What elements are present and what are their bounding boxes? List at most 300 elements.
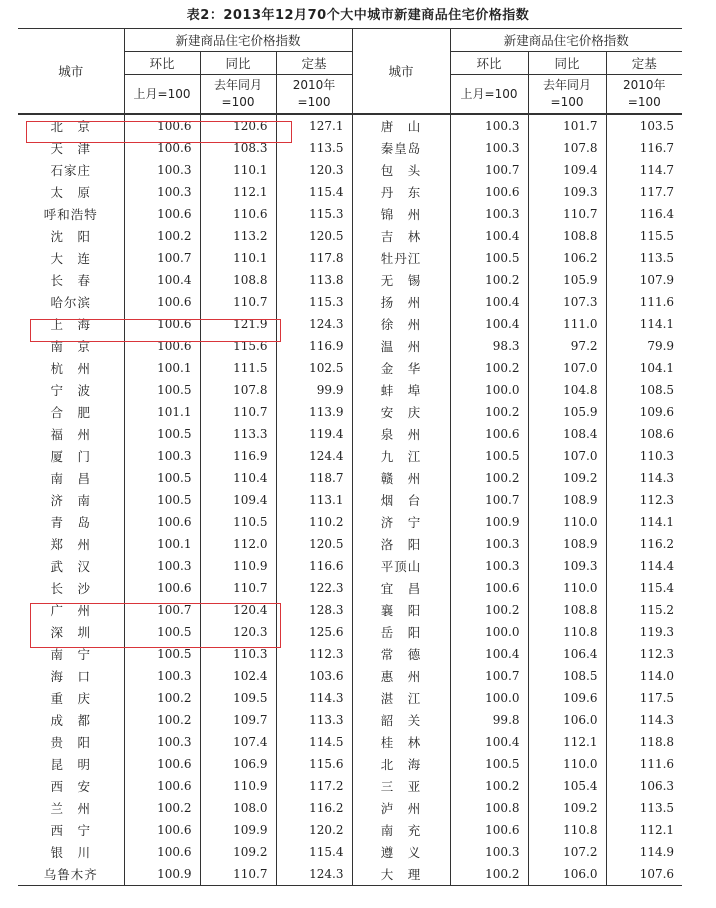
city-cell: 乌鲁木齐 bbox=[18, 863, 124, 886]
yoy-cell: 108.0 bbox=[200, 797, 276, 819]
mom-cell: 100.3 bbox=[450, 533, 528, 555]
base-cell: 112.3 bbox=[606, 489, 682, 511]
base-cell: 115.4 bbox=[276, 841, 352, 863]
mom-cell: 100.0 bbox=[450, 621, 528, 643]
table-row bbox=[18, 555, 682, 577]
city-cell: 沈 阳 bbox=[50, 229, 91, 244]
base-cell: 111.6 bbox=[606, 753, 682, 775]
table-row bbox=[18, 511, 682, 533]
mom-cell: 100.5 bbox=[124, 621, 200, 643]
mom-cell: 100.7 bbox=[450, 159, 528, 181]
yoy-cell: 116.9 bbox=[200, 445, 276, 467]
mom-cell: 100.2 bbox=[450, 357, 528, 379]
city-cell: 吉 林 bbox=[352, 225, 450, 247]
city-cell: 岳 阳 bbox=[352, 621, 450, 643]
city-cell: 徐 州 bbox=[352, 313, 450, 335]
mom-cell: 100.2 bbox=[124, 687, 200, 709]
city-cell: 长 春 bbox=[50, 273, 91, 288]
mom-cell: 100.7 bbox=[450, 665, 528, 687]
base-sub-left: 2010年=100 bbox=[276, 75, 352, 115]
yoy-cell: 106.9 bbox=[200, 753, 276, 775]
yoy-cell: 109.7 bbox=[200, 709, 276, 731]
mom-cell: 100.4 bbox=[450, 291, 528, 313]
mom-cell: 100.5 bbox=[450, 247, 528, 269]
base-cell: 114.3 bbox=[276, 687, 352, 709]
yoy-cell: 111.5 bbox=[200, 357, 276, 379]
city-cell: 济 南 bbox=[50, 493, 91, 508]
city-cell: 西 安 bbox=[50, 779, 91, 794]
yoy-cell: 120.3 bbox=[200, 621, 276, 643]
mom-sub-right: 上月=100 bbox=[450, 75, 528, 115]
base-cell: 122.3 bbox=[276, 577, 352, 599]
yoy-cell: 108.5 bbox=[528, 665, 606, 687]
base-cell: 103.5 bbox=[606, 114, 682, 137]
base-cell: 124.3 bbox=[276, 313, 352, 335]
table-row bbox=[18, 533, 682, 555]
mom-cell: 100.0 bbox=[450, 687, 528, 709]
base-cell: 114.7 bbox=[606, 159, 682, 181]
base-cell: 119.3 bbox=[606, 621, 682, 643]
mom-cell: 100.1 bbox=[124, 357, 200, 379]
city-header-right: 城市 bbox=[352, 29, 450, 115]
base-cell: 113.1 bbox=[276, 489, 352, 511]
base-cell: 114.3 bbox=[606, 467, 682, 489]
base-cell: 117.2 bbox=[276, 775, 352, 797]
yoy-cell: 105.4 bbox=[528, 775, 606, 797]
base-cell: 116.7 bbox=[606, 137, 682, 159]
city-cell: 上 海 bbox=[50, 317, 91, 332]
base-cell: 115.5 bbox=[606, 225, 682, 247]
yoy-cell: 107.4 bbox=[200, 731, 276, 753]
city-cell: 海 口 bbox=[50, 669, 91, 684]
base-cell: 112.3 bbox=[606, 643, 682, 665]
base-cell: 111.6 bbox=[606, 291, 682, 313]
base-cell: 116.2 bbox=[276, 797, 352, 819]
mom-cell: 100.4 bbox=[450, 225, 528, 247]
base-cell: 116.4 bbox=[606, 203, 682, 225]
mom-cell: 100.2 bbox=[450, 775, 528, 797]
base-cell: 125.6 bbox=[276, 621, 352, 643]
yoy-cell: 121.9 bbox=[200, 313, 276, 335]
yoy-cell: 109.2 bbox=[528, 467, 606, 489]
yoy-cell: 106.2 bbox=[528, 247, 606, 269]
city-cell: 赣 州 bbox=[352, 467, 450, 489]
mom-cell: 100.3 bbox=[124, 159, 200, 181]
city-cell: 韶 关 bbox=[352, 709, 450, 731]
table-row bbox=[18, 731, 682, 753]
mom-cell: 100.6 bbox=[124, 313, 200, 335]
base-cell: 114.4 bbox=[606, 555, 682, 577]
base-cell: 118.8 bbox=[606, 731, 682, 753]
mom-cell: 100.5 bbox=[124, 379, 200, 401]
yoy-cell: 97.2 bbox=[528, 335, 606, 357]
mom-cell: 100.7 bbox=[124, 599, 200, 621]
mom-cell: 100.5 bbox=[124, 489, 200, 511]
yoy-cell: 102.4 bbox=[200, 665, 276, 687]
city-cell: 无 锡 bbox=[352, 269, 450, 291]
table-row bbox=[18, 247, 682, 269]
yoy-cell: 112.1 bbox=[528, 731, 606, 753]
mom-cell: 100.7 bbox=[450, 489, 528, 511]
base-cell: 113.9 bbox=[276, 401, 352, 423]
city-cell: 福 州 bbox=[50, 427, 91, 442]
base-cell: 112.3 bbox=[276, 643, 352, 665]
index-group-header-left: 新建商品住宅价格指数 bbox=[124, 29, 352, 52]
city-cell: 石家庄 bbox=[50, 163, 91, 178]
table-row bbox=[18, 269, 682, 291]
table-row bbox=[18, 599, 682, 621]
table-row bbox=[18, 291, 682, 313]
base-cell: 114.3 bbox=[606, 709, 682, 731]
yoy-cell: 108.3 bbox=[200, 137, 276, 159]
city-cell: 包 头 bbox=[352, 159, 450, 181]
mom-cell: 100.2 bbox=[450, 467, 528, 489]
yoy-cell: 107.2 bbox=[528, 841, 606, 863]
yoy-cell: 108.8 bbox=[528, 225, 606, 247]
yoy-cell: 108.8 bbox=[528, 599, 606, 621]
mom-cell: 100.3 bbox=[450, 555, 528, 577]
yoy-cell: 120.4 bbox=[200, 599, 276, 621]
base-cell: 99.9 bbox=[276, 379, 352, 401]
mom-cell: 100.3 bbox=[450, 203, 528, 225]
mom-cell: 99.8 bbox=[450, 709, 528, 731]
city-cell: 南 昌 bbox=[50, 471, 91, 486]
base-cell: 115.2 bbox=[606, 599, 682, 621]
table-header bbox=[18, 29, 682, 115]
city-cell: 哈尔滨 bbox=[50, 295, 91, 310]
base-cell: 115.3 bbox=[276, 203, 352, 225]
base-cell: 116.9 bbox=[276, 335, 352, 357]
mom-cell: 100.6 bbox=[124, 775, 200, 797]
base-cell: 115.4 bbox=[276, 181, 352, 203]
table-row bbox=[18, 643, 682, 665]
base-cell: 113.3 bbox=[276, 709, 352, 731]
mom-cell: 100.2 bbox=[450, 269, 528, 291]
yoy-cell: 108.9 bbox=[528, 533, 606, 555]
base-cell: 117.5 bbox=[606, 687, 682, 709]
mom-cell: 100.8 bbox=[450, 797, 528, 819]
mom-cell: 100.6 bbox=[450, 423, 528, 445]
yoy-cell: 110.9 bbox=[200, 775, 276, 797]
yoy-cell: 105.9 bbox=[528, 269, 606, 291]
city-cell: 桂 林 bbox=[352, 731, 450, 753]
yoy-cell: 107.0 bbox=[528, 445, 606, 467]
price-index-table bbox=[18, 28, 682, 886]
table-row bbox=[18, 665, 682, 687]
city-cell: 杭 州 bbox=[50, 361, 91, 376]
city-cell: 兰 州 bbox=[50, 801, 91, 816]
base-cell: 113.8 bbox=[276, 269, 352, 291]
base-cell: 104.1 bbox=[606, 357, 682, 379]
mom-cell: 100.6 bbox=[124, 577, 200, 599]
yoy-cell: 113.3 bbox=[200, 423, 276, 445]
yoy-cell: 110.0 bbox=[528, 753, 606, 775]
base-cell: 79.9 bbox=[606, 335, 682, 357]
yoy-cell: 110.7 bbox=[200, 577, 276, 599]
mom-cell: 100.3 bbox=[124, 181, 200, 203]
city-cell: 呼和浩特 bbox=[43, 207, 98, 222]
yoy-cell: 110.0 bbox=[528, 577, 606, 599]
table-row bbox=[18, 335, 682, 357]
mom-cell: 100.6 bbox=[124, 819, 200, 841]
city-cell: 合 肥 bbox=[50, 405, 91, 420]
mom-cell: 100.3 bbox=[450, 137, 528, 159]
table-row bbox=[18, 445, 682, 467]
yoy-cell: 110.0 bbox=[528, 511, 606, 533]
mom-cell: 100.9 bbox=[450, 511, 528, 533]
city-cell: 昆 明 bbox=[50, 757, 91, 772]
table-row bbox=[18, 401, 682, 423]
table-row bbox=[18, 423, 682, 445]
mom-cell: 100.6 bbox=[124, 753, 200, 775]
yoy-cell: 107.3 bbox=[528, 291, 606, 313]
mom-cell: 100.6 bbox=[124, 137, 200, 159]
base-cell: 114.1 bbox=[606, 313, 682, 335]
base-header-right: 定基 bbox=[606, 52, 682, 75]
price-index-table-wrapper bbox=[18, 28, 682, 886]
mom-cell: 100.3 bbox=[124, 731, 200, 753]
yoy-cell: 112.1 bbox=[200, 181, 276, 203]
mom-cell: 100.5 bbox=[124, 467, 200, 489]
table-row bbox=[18, 863, 682, 886]
city-cell: 湛 江 bbox=[352, 687, 450, 709]
yoy-cell: 109.3 bbox=[528, 181, 606, 203]
yoy-cell: 108.4 bbox=[528, 423, 606, 445]
mom-header-right: 环比 bbox=[450, 52, 528, 75]
city-cell: 宜 昌 bbox=[352, 577, 450, 599]
mom-cell: 100.6 bbox=[124, 114, 200, 137]
base-cell: 115.6 bbox=[276, 753, 352, 775]
mom-header-left: 环比 bbox=[124, 52, 200, 75]
table-row bbox=[18, 709, 682, 731]
city-cell: 青 岛 bbox=[50, 515, 91, 530]
yoy-cell: 109.2 bbox=[200, 841, 276, 863]
mom-cell: 100.4 bbox=[124, 269, 200, 291]
mom-cell: 100.9 bbox=[124, 863, 200, 886]
base-cell: 120.3 bbox=[276, 159, 352, 181]
city-cell: 扬 州 bbox=[352, 291, 450, 313]
mom-cell: 100.6 bbox=[450, 819, 528, 841]
city-cell: 南 宁 bbox=[50, 647, 91, 662]
yoy-cell: 110.6 bbox=[200, 203, 276, 225]
yoy-cell: 110.7 bbox=[200, 401, 276, 423]
yoy-sub-left: 去年同月=100 bbox=[200, 75, 276, 115]
city-cell: 贵 阳 bbox=[50, 735, 91, 750]
mom-cell: 100.5 bbox=[450, 753, 528, 775]
mom-cell: 98.3 bbox=[450, 335, 528, 357]
city-cell: 郑 州 bbox=[50, 537, 91, 552]
yoy-cell: 110.3 bbox=[200, 643, 276, 665]
table-row bbox=[18, 357, 682, 379]
city-cell: 秦皇岛 bbox=[352, 137, 450, 159]
yoy-cell: 110.8 bbox=[528, 621, 606, 643]
yoy-cell: 112.0 bbox=[200, 533, 276, 555]
yoy-cell: 104.8 bbox=[528, 379, 606, 401]
mom-cell: 100.2 bbox=[450, 863, 528, 886]
city-cell: 广 州 bbox=[50, 603, 91, 618]
mom-cell: 100.6 bbox=[124, 335, 200, 357]
base-cell: 108.5 bbox=[606, 379, 682, 401]
base-cell: 114.0 bbox=[606, 665, 682, 687]
base-cell: 108.6 bbox=[606, 423, 682, 445]
mom-sub-left: 上月=100 bbox=[124, 75, 200, 115]
mom-cell: 100.5 bbox=[124, 423, 200, 445]
city-cell: 泸 州 bbox=[352, 797, 450, 819]
city-cell: 牡丹江 bbox=[352, 247, 450, 269]
table-row bbox=[18, 753, 682, 775]
yoy-cell: 110.4 bbox=[200, 467, 276, 489]
base-cell: 116.2 bbox=[606, 533, 682, 555]
city-cell: 南 充 bbox=[352, 819, 450, 841]
city-cell: 成 都 bbox=[50, 713, 91, 728]
yoy-cell: 110.1 bbox=[200, 247, 276, 269]
base-cell: 118.7 bbox=[276, 467, 352, 489]
city-cell: 宁 波 bbox=[50, 383, 91, 398]
yoy-cell: 108.8 bbox=[200, 269, 276, 291]
city-cell: 洛 阳 bbox=[352, 533, 450, 555]
base-cell: 120.5 bbox=[276, 533, 352, 555]
yoy-cell: 109.9 bbox=[200, 819, 276, 841]
mom-cell: 100.3 bbox=[124, 445, 200, 467]
base-cell: 113.5 bbox=[276, 137, 352, 159]
city-cell: 惠 州 bbox=[352, 665, 450, 687]
city-cell: 太 原 bbox=[50, 185, 91, 200]
city-cell: 丹 东 bbox=[352, 181, 450, 203]
base-cell: 109.6 bbox=[606, 401, 682, 423]
table-row bbox=[18, 687, 682, 709]
base-cell: 116.6 bbox=[276, 555, 352, 577]
city-cell: 深 圳 bbox=[50, 625, 91, 640]
city-cell: 烟 台 bbox=[352, 489, 450, 511]
base-cell: 110.2 bbox=[276, 511, 352, 533]
yoy-cell: 109.4 bbox=[528, 159, 606, 181]
city-cell: 北 京 bbox=[50, 119, 91, 134]
yoy-cell: 106.0 bbox=[528, 863, 606, 886]
mom-cell: 100.0 bbox=[450, 379, 528, 401]
base-cell: 114.9 bbox=[606, 841, 682, 863]
base-cell: 117.7 bbox=[606, 181, 682, 203]
base-header-left: 定基 bbox=[276, 52, 352, 75]
yoy-header-right: 同比 bbox=[528, 52, 606, 75]
city-cell: 温 州 bbox=[352, 335, 450, 357]
mom-cell: 100.4 bbox=[450, 643, 528, 665]
base-cell: 117.8 bbox=[276, 247, 352, 269]
city-cell: 南 京 bbox=[50, 339, 91, 354]
mom-cell: 100.4 bbox=[450, 731, 528, 753]
mom-cell: 100.2 bbox=[450, 599, 528, 621]
city-cell: 武 汉 bbox=[50, 559, 91, 574]
city-cell: 金 华 bbox=[352, 357, 450, 379]
mom-cell: 100.3 bbox=[124, 555, 200, 577]
table-row bbox=[18, 797, 682, 819]
table-row bbox=[18, 379, 682, 401]
mom-cell: 100.2 bbox=[124, 797, 200, 819]
city-cell: 锦 州 bbox=[352, 203, 450, 225]
base-cell: 115.3 bbox=[276, 291, 352, 313]
city-cell: 平顶山 bbox=[352, 555, 450, 577]
base-cell: 103.6 bbox=[276, 665, 352, 687]
yoy-header-left: 同比 bbox=[200, 52, 276, 75]
city-cell: 遵 义 bbox=[352, 841, 450, 863]
base-cell: 114.1 bbox=[606, 511, 682, 533]
base-cell: 124.4 bbox=[276, 445, 352, 467]
base-cell: 112.1 bbox=[606, 819, 682, 841]
table-row bbox=[18, 313, 682, 335]
mom-cell: 100.2 bbox=[450, 401, 528, 423]
base-cell: 124.3 bbox=[276, 863, 352, 886]
mom-cell: 100.5 bbox=[450, 445, 528, 467]
yoy-cell: 110.7 bbox=[200, 863, 276, 886]
table-row bbox=[18, 203, 682, 225]
table-row bbox=[18, 181, 682, 203]
city-cell: 蚌 埠 bbox=[352, 379, 450, 401]
yoy-cell: 107.8 bbox=[528, 137, 606, 159]
table-row bbox=[18, 159, 682, 181]
mom-cell: 100.1 bbox=[124, 533, 200, 555]
base-sub-right: 2010年=100 bbox=[606, 75, 682, 115]
mom-cell: 100.3 bbox=[450, 114, 528, 137]
city-cell: 济 宁 bbox=[352, 511, 450, 533]
yoy-cell: 101.7 bbox=[528, 114, 606, 137]
yoy-sub-right: 去年同月=100 bbox=[528, 75, 606, 115]
yoy-cell: 120.6 bbox=[200, 114, 276, 137]
base-cell: 128.3 bbox=[276, 599, 352, 621]
table-row bbox=[18, 775, 682, 797]
city-cell: 三 亚 bbox=[352, 775, 450, 797]
yoy-cell: 109.3 bbox=[528, 555, 606, 577]
mom-cell: 100.2 bbox=[124, 709, 200, 731]
table-row bbox=[18, 489, 682, 511]
mom-cell: 100.2 bbox=[124, 225, 200, 247]
yoy-cell: 110.7 bbox=[200, 291, 276, 313]
yoy-cell: 109.4 bbox=[200, 489, 276, 511]
city-cell: 大 连 bbox=[50, 251, 91, 266]
mom-cell: 100.6 bbox=[450, 577, 528, 599]
mom-cell: 100.3 bbox=[450, 841, 528, 863]
city-cell: 大 理 bbox=[352, 863, 450, 886]
city-cell: 泉 州 bbox=[352, 423, 450, 445]
base-cell: 107.9 bbox=[606, 269, 682, 291]
table-row bbox=[18, 467, 682, 489]
city-cell: 唐 山 bbox=[352, 114, 450, 137]
table-body bbox=[18, 114, 682, 886]
table-row bbox=[18, 841, 682, 863]
base-cell: 120.5 bbox=[276, 225, 352, 247]
mom-cell: 100.6 bbox=[450, 181, 528, 203]
table-row bbox=[18, 114, 682, 137]
yoy-cell: 109.2 bbox=[528, 797, 606, 819]
table-row bbox=[18, 225, 682, 247]
yoy-cell: 106.0 bbox=[528, 709, 606, 731]
yoy-cell: 110.9 bbox=[200, 555, 276, 577]
mom-cell: 100.4 bbox=[450, 313, 528, 335]
base-cell: 120.2 bbox=[276, 819, 352, 841]
city-cell: 常 德 bbox=[352, 643, 450, 665]
city-cell: 银 川 bbox=[50, 845, 91, 860]
base-cell: 119.4 bbox=[276, 423, 352, 445]
yoy-cell: 107.8 bbox=[200, 379, 276, 401]
table-row bbox=[18, 137, 682, 159]
mom-cell: 100.6 bbox=[124, 291, 200, 313]
yoy-cell: 113.2 bbox=[200, 225, 276, 247]
mom-cell: 100.6 bbox=[124, 841, 200, 863]
city-cell: 襄 阳 bbox=[352, 599, 450, 621]
yoy-cell: 107.0 bbox=[528, 357, 606, 379]
city-cell: 西 宁 bbox=[50, 823, 91, 838]
city-header-left: 城市 bbox=[18, 29, 124, 115]
index-group-header-right: 新建商品住宅价格指数 bbox=[450, 29, 682, 52]
mom-cell: 101.1 bbox=[124, 401, 200, 423]
